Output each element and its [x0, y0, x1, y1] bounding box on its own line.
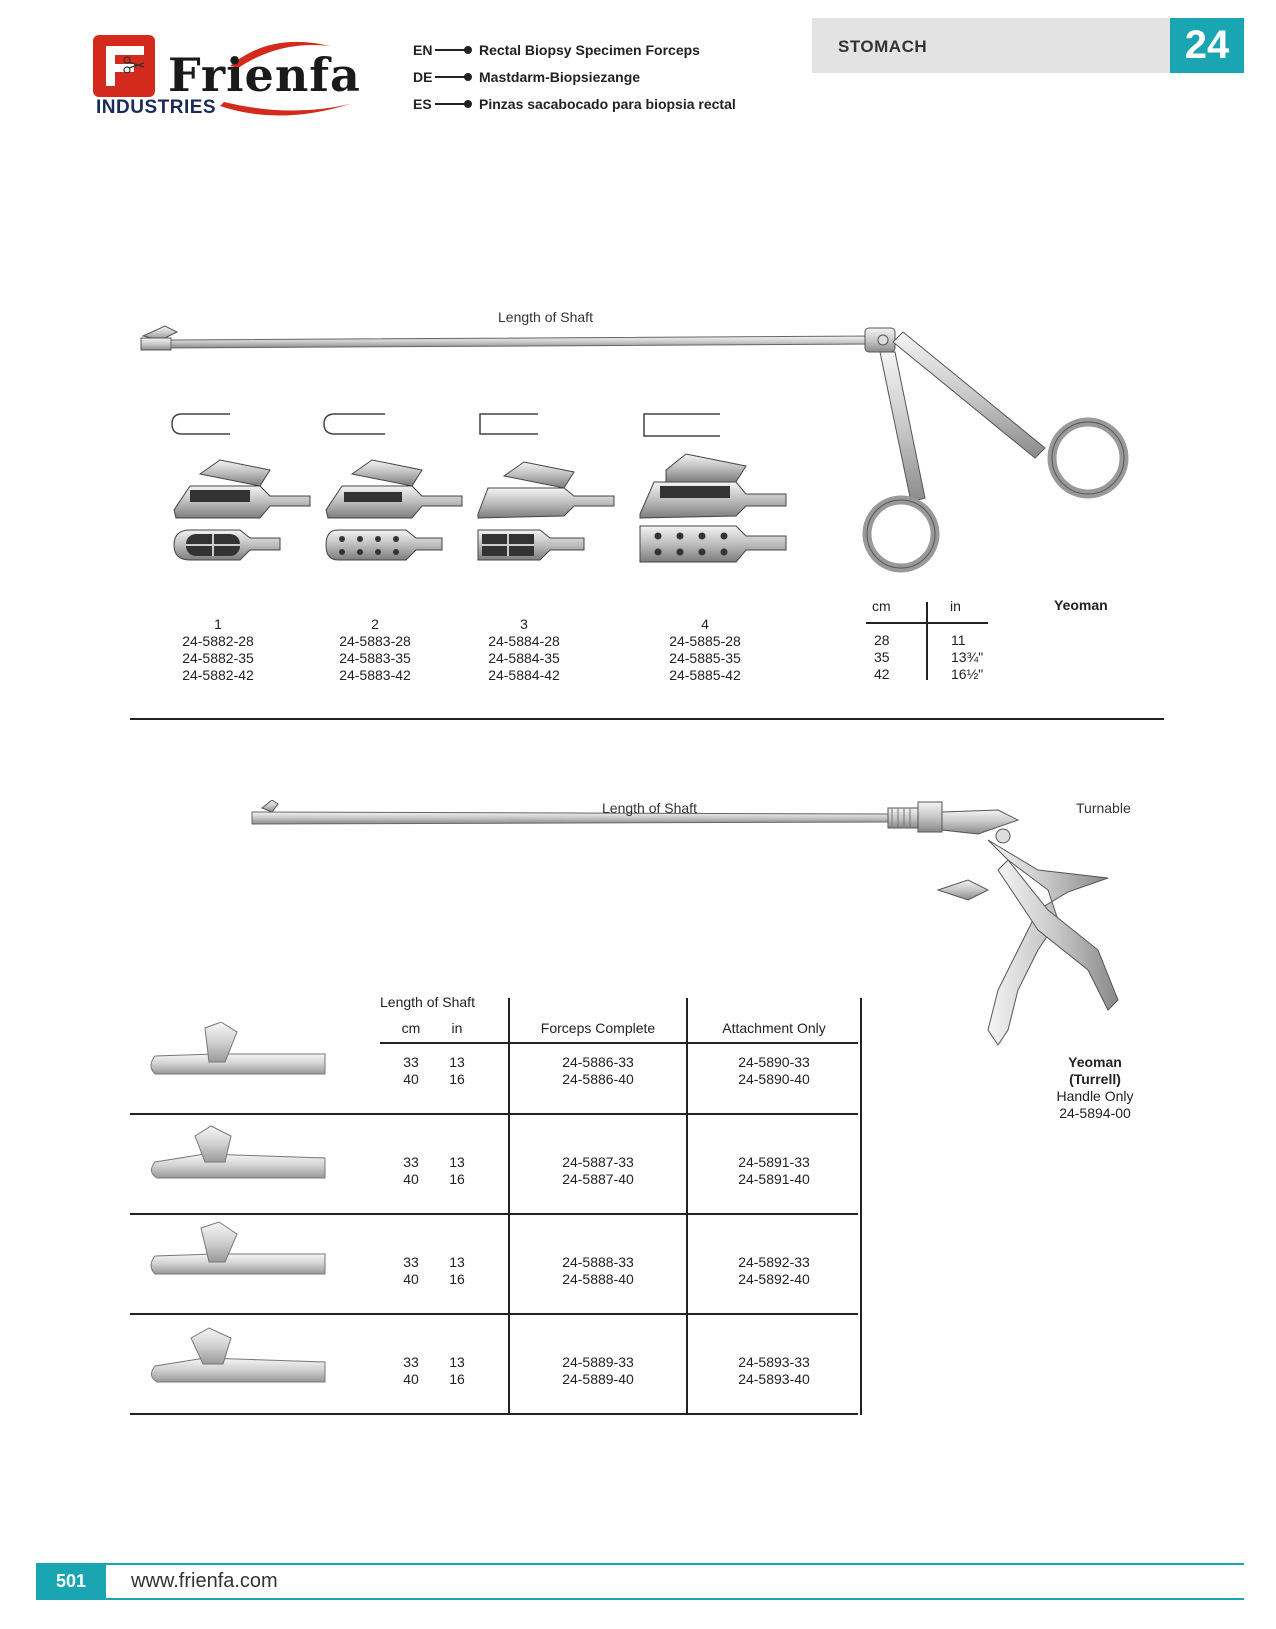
- handle-model: Yeoman: [1068, 1054, 1122, 1070]
- size-in-header: in: [950, 598, 961, 614]
- category-label: STOMACH: [838, 37, 928, 56]
- cell-code: 24-5887-33: [562, 1154, 634, 1170]
- variant-code: 24-5885-28: [669, 633, 741, 649]
- table-row-1-attachment: [688, 1054, 860, 1088]
- cell-code: 24-5890-33: [738, 1054, 810, 1070]
- table-row-1-complete: [510, 1054, 686, 1088]
- cell-code: 24-5886-40: [562, 1071, 634, 1087]
- table-row-4-in: [447, 1354, 467, 1388]
- size-in: 16½": [951, 666, 984, 682]
- cell-code: 24-5889-40: [562, 1371, 634, 1387]
- table-row-3-cm: [398, 1254, 424, 1288]
- table-bottom-rule: [130, 1413, 858, 1415]
- size-in: 11: [951, 632, 966, 648]
- size-cm-header: cm: [872, 598, 891, 614]
- brand-name: Frienfa: [168, 48, 361, 102]
- cell-code: 24-5886-33: [562, 1054, 634, 1070]
- bullet-line-icon: [435, 49, 469, 51]
- table-attachment-header: Attachment Only: [722, 1020, 826, 1036]
- cell-cm: 33: [403, 1254, 419, 1270]
- cell-code: 24-5893-40: [738, 1371, 810, 1387]
- table-complete-header: Forceps Complete: [540, 1020, 656, 1036]
- cell-in: 16: [449, 1071, 465, 1087]
- table-vline: [860, 998, 862, 1415]
- cell-code: 24-5892-33: [738, 1254, 810, 1270]
- bullet-line-icon: [435, 76, 469, 78]
- language-code: ES: [413, 96, 432, 112]
- size-in: 13¾": [951, 649, 984, 665]
- table-row-4-attachment: [688, 1354, 860, 1388]
- cell-code: 24-5892-40: [738, 1271, 810, 1287]
- table-in-header: in: [451, 1020, 463, 1036]
- page-number: 501: [36, 1563, 106, 1600]
- variant-4-labels: [645, 616, 765, 684]
- cell-cm: 40: [403, 1171, 419, 1187]
- variant-code: 24-5884-35: [488, 650, 560, 666]
- size-cm-values: [874, 632, 890, 683]
- cell-cm: 40: [403, 1271, 419, 1287]
- size-cm: 42: [874, 666, 890, 682]
- turrell-forceps-illustration: [248, 800, 1168, 1050]
- table-row-2-attachment: [688, 1154, 860, 1188]
- language-row-de: [413, 67, 640, 87]
- cell-in: 13: [449, 1354, 465, 1370]
- variant-code: 24-5883-35: [339, 650, 411, 666]
- language-code: EN: [413, 42, 433, 58]
- variant-code: 24-5882-28: [182, 633, 254, 649]
- variant-number: 1: [214, 616, 222, 632]
- size-cm: 28: [874, 632, 890, 648]
- variant-code: 24-5885-35: [669, 650, 741, 666]
- cell-in: 13: [449, 1154, 465, 1170]
- table-row-rule: [130, 1113, 858, 1115]
- language-text: Mastdarm-Biopsiezange: [479, 69, 641, 85]
- language-text: Pinzas sacabocado para biopsia rectal: [479, 96, 736, 112]
- tip-2: [151, 1126, 325, 1178]
- variant-code: 24-5883-42: [339, 667, 411, 683]
- website-link[interactable]: www.frienfa.com: [131, 1570, 278, 1592]
- logo-f-icon: [100, 40, 150, 92]
- cell-in: 13: [449, 1254, 465, 1270]
- cell-in: 16: [449, 1171, 465, 1187]
- tip-1: [151, 1022, 325, 1074]
- turnable-label: Turnable: [1076, 800, 1131, 816]
- footer-rule-bottom: [36, 1598, 1244, 1600]
- variant-number: 4: [701, 616, 709, 632]
- tip-4: [151, 1328, 325, 1382]
- size-table-hline: [866, 622, 988, 624]
- cell-cm: 33: [403, 1054, 419, 1070]
- table-header-rule: [380, 1042, 858, 1044]
- cell-cm: 33: [403, 1354, 419, 1370]
- variant-code: 24-5882-42: [182, 667, 254, 683]
- cell-in: 16: [449, 1371, 465, 1387]
- cell-code: 24-5893-33: [738, 1354, 810, 1370]
- variant-number: 3: [520, 616, 528, 632]
- language-text: Rectal Biopsy Specimen Forceps: [479, 42, 700, 58]
- cell-code: 24-5891-40: [738, 1171, 810, 1187]
- cell-code: 24-5888-33: [562, 1254, 634, 1270]
- language-code: DE: [413, 69, 433, 85]
- size-cm: 35: [874, 649, 890, 665]
- tip-3: [151, 1222, 325, 1274]
- variant-code: 24-5884-28: [488, 633, 560, 649]
- table-row-1-in: [447, 1054, 467, 1088]
- table-row-3-complete: [510, 1254, 686, 1288]
- tip-variants-illustration: [145, 1022, 330, 1422]
- table-row-3-in: [447, 1254, 467, 1288]
- section1-model: Yeoman: [1054, 597, 1108, 613]
- bullet-line-icon: [435, 103, 469, 105]
- size-in-values: [951, 632, 983, 683]
- table-row-2-complete: [510, 1154, 686, 1188]
- cell-cm: 33: [403, 1154, 419, 1170]
- table-group-header: Length of Shaft: [380, 994, 475, 1010]
- cell-in: 13: [449, 1054, 465, 1070]
- cell-code: 24-5889-33: [562, 1354, 634, 1370]
- cell-code: 24-5890-40: [738, 1071, 810, 1087]
- cell-code: 24-5888-40: [562, 1271, 634, 1287]
- cell-in: 16: [449, 1271, 465, 1287]
- variant-3-labels: [464, 616, 584, 684]
- variant-number: 2: [371, 616, 379, 632]
- language-row-en: [413, 40, 700, 60]
- handle-desc: Handle Only: [1056, 1088, 1134, 1104]
- table-row-4-complete: [510, 1354, 686, 1388]
- handle-submodel: (Turrell): [1069, 1071, 1121, 1087]
- table-row-2-in: [447, 1154, 467, 1188]
- table-row-3-attachment: [688, 1254, 860, 1288]
- variant-code: 24-5883-28: [339, 633, 411, 649]
- variant-code: 24-5882-35: [182, 650, 254, 666]
- shaft-length-caption-2: Length of Shaft: [602, 800, 697, 816]
- cell-code: 24-5887-40: [562, 1171, 634, 1187]
- table-row-1-cm: [398, 1054, 424, 1088]
- table-row-rule: [130, 1313, 858, 1315]
- category-number: 24: [1170, 18, 1244, 73]
- table-row-rule: [130, 1213, 858, 1215]
- jaw-variants-illustration: [170, 410, 820, 580]
- brand-tagline: INDUSTRIES: [96, 97, 217, 118]
- variant-2-labels: [315, 616, 435, 684]
- shaft-length-caption: Length of Shaft: [498, 309, 593, 325]
- language-row-es: [413, 94, 736, 114]
- table-row-2-cm: [398, 1154, 424, 1188]
- variant-code: 24-5884-42: [488, 667, 560, 683]
- variant-1-labels: [158, 616, 278, 684]
- variant-code: 24-5885-42: [669, 667, 741, 683]
- handle-code: 24-5894-00: [1059, 1105, 1131, 1121]
- handle-only-block: [1020, 1054, 1170, 1122]
- cell-cm: 40: [403, 1371, 419, 1387]
- footer-rule-top: [36, 1563, 1244, 1565]
- table-row-4-cm: [398, 1354, 424, 1388]
- cell-cm: 40: [403, 1071, 419, 1087]
- cell-code: 24-5891-33: [738, 1154, 810, 1170]
- table-cm-header: cm: [401, 1020, 421, 1036]
- size-table-vline: [926, 602, 928, 680]
- section-divider: [130, 718, 1164, 720]
